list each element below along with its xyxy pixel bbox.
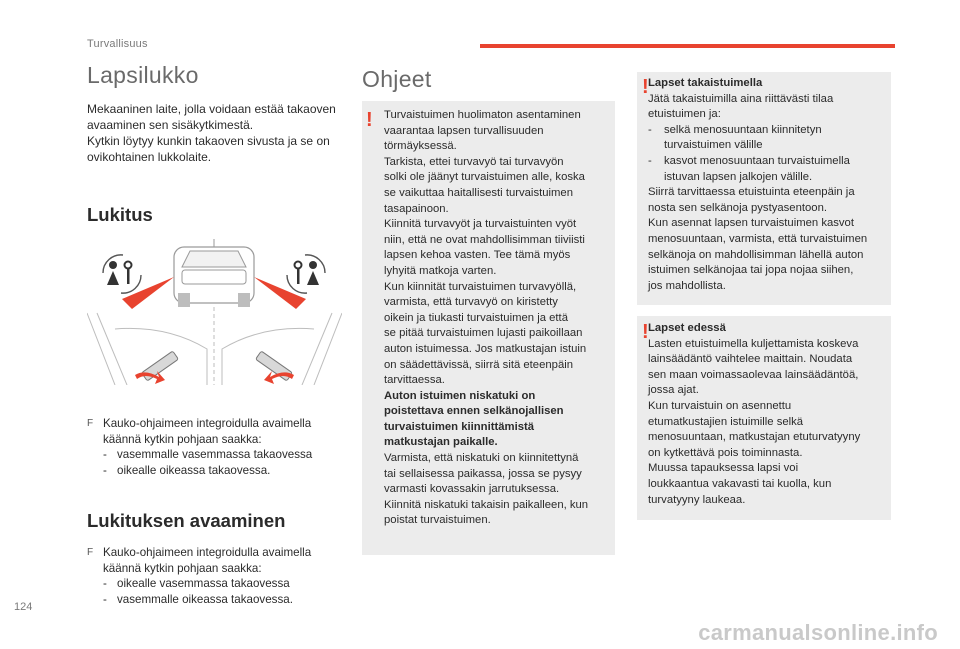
text-line: se pitää turvaistuimen lujasti paikoillaan bbox=[384, 327, 583, 340]
text-line: se vaikuttaa haitallisesti turvaistuimen bbox=[384, 186, 573, 199]
text-line: solki ole jäänyt turvaistuimen alle, koska bbox=[384, 171, 585, 184]
text-line: jos mahdollista. bbox=[648, 279, 726, 292]
lock-instructions bbox=[87, 416, 347, 478]
instruction-line: käännä kytkin pohjaan saakka: bbox=[103, 561, 262, 575]
list-item: - oikealle oikeassa takaovessa. bbox=[103, 463, 271, 477]
text-line: sen maan voimassaolevaa lainsäädäntöä, bbox=[648, 368, 859, 381]
instruction-line: käännä kytkin pohjaan saakka: bbox=[103, 432, 262, 446]
text-line: etumatkustajien istuimille selkä bbox=[648, 415, 804, 428]
section-label: Turvallisuus bbox=[87, 38, 148, 50]
warning-icon: ! bbox=[642, 321, 649, 343]
intro-line: Mekaaninen laite, jolla voidaan estää takaoven bbox=[87, 102, 336, 116]
list-item: - selkä menosuuntaan kiinnitetyn turvaistuimen välille bbox=[648, 123, 891, 154]
bullet-icon: F bbox=[87, 547, 94, 558]
front-seat-children-box bbox=[637, 316, 891, 520]
intro-line: avaaminen sen sisäkytkimestä. bbox=[87, 118, 254, 132]
list-item-text: vasemmalle oikeassa takaovessa. bbox=[117, 592, 293, 606]
list-item: - oikealle vasemmassa takaovessa bbox=[103, 577, 290, 591]
text-line: nosta sen selkänoja pystyasentoon. bbox=[648, 201, 827, 214]
intro-line: Kytkin löytyy kunkin takaoven sivusta ja se on bbox=[87, 134, 330, 148]
text-line: istuimen selkänojaa tai jopa nojaa siihen, bbox=[648, 264, 854, 277]
text-line: varmasti kovassakin jarrutuksessa. bbox=[384, 483, 560, 496]
header-accent-bar bbox=[480, 44, 895, 48]
intro-paragraph bbox=[87, 101, 347, 165]
text-line: Tarkista, ettei turvavyö tai turvavyön bbox=[384, 155, 564, 168]
list-item: - vasemmalle oikeassa takaovessa. bbox=[103, 592, 293, 606]
bold-text-line: Auton istuimen niskatuki on bbox=[384, 389, 536, 402]
bold-text-line: matkustajan paikalle. bbox=[384, 436, 498, 449]
left-direction-wedge bbox=[122, 277, 174, 309]
text-line: lapsen kehoa vasten. Tee tämä myös bbox=[384, 249, 571, 262]
text-line: etuistuimen ja: bbox=[648, 108, 721, 121]
text-line: auton istuimessa. Jos matkustajan istuin bbox=[384, 342, 587, 355]
text-line: tasapainoon. bbox=[384, 202, 449, 215]
car-rear-icon bbox=[174, 239, 254, 307]
text-line: selkänoja on mahdollisimman lähellä auton bbox=[648, 248, 864, 261]
text-line: Varmista, että niskatuki on kiinnitettynä bbox=[384, 452, 579, 465]
instruction-line: Kauko-ohjaimeen integroidulla avaimella bbox=[103, 417, 312, 430]
text-line: tai sellaisessa paikassa, jossa se pysyy bbox=[384, 467, 582, 480]
box-heading: Lapset takaistuimella bbox=[648, 77, 763, 89]
text-line: Kun kiinnität turvaistuimen turvavyöllä, bbox=[384, 280, 577, 293]
box-heading: Lapset edessä bbox=[648, 322, 726, 334]
bold-text-line: poistettava ennen selkänojallisen bbox=[384, 405, 564, 418]
rear-seat-children-box bbox=[637, 72, 891, 305]
list-item-text: vasemmalle vasemmassa takaovessa bbox=[117, 448, 313, 462]
text-line: oikein ja tiukasti turvaistuimen ja että bbox=[384, 311, 568, 324]
instructions-text bbox=[384, 108, 614, 529]
text-line: jossa ajat. bbox=[648, 384, 699, 397]
text-line: loukkaantua vakavasti tai kuolla, kun bbox=[648, 477, 832, 490]
text-line: poistat turvaistuimen. bbox=[384, 514, 491, 527]
text-line: tarvittaessa. bbox=[384, 374, 445, 387]
text-line: lainsäädäntö vaihtelee maittain. Noudata bbox=[648, 353, 853, 366]
lukituksen-avaaminen-heading: Lukituksen avaaminen bbox=[87, 510, 286, 531]
front-seat-text bbox=[648, 321, 891, 508]
unlock-instructions bbox=[87, 545, 347, 607]
text-line: törmäyksessä. bbox=[384, 140, 457, 153]
child-unlock-icon bbox=[287, 255, 325, 293]
lukitus-heading: Lukitus bbox=[87, 204, 153, 225]
child-lock-illustration bbox=[87, 237, 342, 385]
warning-icon: ! bbox=[366, 109, 373, 131]
intro-line: ovikohtainen lukkolaite. bbox=[87, 150, 212, 164]
instruction-line: Kauko-ohjaimeen integroidulla avaimella bbox=[103, 546, 312, 559]
text-line: varmista, että turvavyö on kiristetty bbox=[384, 296, 558, 309]
watermark-link[interactable]: carmanualsonline.info bbox=[698, 620, 938, 645]
list-item-text: oikealle vasemmassa takaovessa bbox=[117, 577, 290, 591]
list-item-text: selkä menosuuntaan kiinnitetyn bbox=[664, 123, 822, 136]
text-line: Muussa tapauksessa lapsi voi bbox=[648, 462, 799, 475]
text-line: Kun turvaistuin on asennettu bbox=[648, 399, 792, 412]
text-line: menosuuntaan, matkustajan etuturvatyyny bbox=[648, 431, 861, 444]
text-line: Lasten etuistuimella kuljettamista koskeva bbox=[648, 337, 859, 350]
text-line: Turvaistuimen huolimaton asentaminen bbox=[384, 109, 581, 121]
list-item-text: istuvan lapsen jalkojen välille. bbox=[664, 170, 813, 183]
text-line: Siirrä tarvittaessa etuistuinta eteenpäin ja bbox=[648, 186, 855, 199]
instructions-box bbox=[362, 101, 615, 555]
text-line: menosuuntaan, varmista, että turvaistuimen bbox=[648, 232, 868, 245]
text-line: turvatyyny laukeaa. bbox=[648, 493, 746, 506]
bold-text-line: turvaistuimen kiinnittämistä bbox=[384, 420, 535, 433]
text-line: on säädettävissä, siirrä sitä eteenpäin bbox=[384, 358, 574, 371]
child-lock-icon bbox=[103, 255, 141, 293]
text-line: Kun asennat lapsen turvaistuimen kasvot bbox=[648, 217, 854, 230]
page-number: 124 bbox=[14, 601, 33, 613]
list-item-text: oikealle oikeassa takaovessa. bbox=[117, 463, 271, 477]
warning-icon: ! bbox=[642, 76, 649, 98]
bullet-icon: F bbox=[87, 418, 94, 429]
list-item-text: kasvot menosuuntaan turvaistuimella bbox=[664, 154, 850, 167]
list-item-text: turvaistuimen välille bbox=[664, 139, 763, 152]
text-line: vaarantaa lapsen turvallisuuden bbox=[384, 124, 544, 137]
ohjeet-title: Ohjeet bbox=[362, 66, 432, 92]
list-item: - kasvot menosuuntaan turvaistuimella istuvan lapsen jalkojen välille. bbox=[648, 154, 891, 185]
door-outline bbox=[87, 307, 342, 385]
text-line: Kiinnitä niskatuki takaisin paikalleen, kun bbox=[384, 498, 589, 511]
left-column bbox=[87, 62, 347, 165]
lapsilukko-title: Lapsilukko bbox=[87, 62, 199, 88]
rear-seat-text bbox=[648, 76, 891, 294]
text-line: Kiinnitä turvavyöt ja turvaistuinten vyöt bbox=[384, 218, 577, 231]
list-item: - vasemmalle vasemmassa takaovessa bbox=[103, 448, 313, 462]
text-line: lyhyitä matkoja varten. bbox=[384, 264, 497, 277]
text-line: niin, että ne ovat mahdollisimman tiiviisti bbox=[384, 233, 585, 246]
text-line: on kytkettävä pois toiminnasta. bbox=[648, 446, 803, 459]
text-line: Jätä takaistuimilla aina riittävästi tilaa bbox=[648, 92, 834, 105]
